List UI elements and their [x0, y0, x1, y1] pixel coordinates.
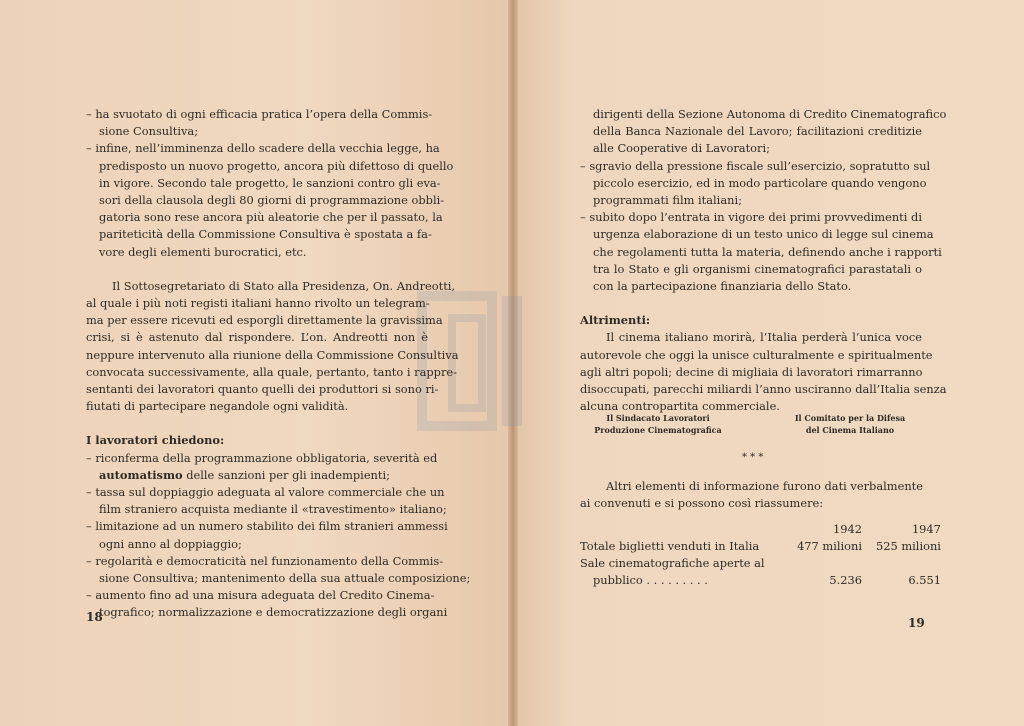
text-line: piccolo esercizio, ed in modo particolare quando vengono — [593, 175, 927, 190]
text-line: convocata successivamente, alla quale, pertanto, tanto i rappre- — [86, 364, 457, 379]
text-line: – limitazione ad un numero stabilito dei film stranieri ammessi — [86, 519, 448, 534]
text-line: in vigore. Secondo tale progetto, le sanzioni contro gli eva- — [99, 175, 441, 190]
emphasis: automatismo — [99, 467, 183, 482]
text-line: al quale i più noti registi italiani hanno rivolto un telegram- — [86, 296, 430, 311]
text-line: automatismo delle sanzioni per gli inadempienti; — [99, 467, 390, 482]
text-line: pariteticità della Commissione Consultiva è spostata a fa- — [99, 227, 432, 242]
text-line: crisi, si è astenuto dal rispondere. L’on. Andreotti non è — [86, 330, 428, 345]
text-line: – ha svuotato di ogni efficacia pratica l’opera della Commis- — [86, 107, 433, 121]
section-heading: I lavoratori chiedono: — [86, 433, 225, 448]
page-number-left: 18 — [86, 610, 103, 624]
table-header-cell: 1942 — [833, 521, 862, 536]
table-cell — [790, 554, 876, 571]
page-number-right: 19 — [908, 616, 925, 630]
text-line: sione Consultiva; mantenimento della sua attuale composizione; — [99, 571, 471, 586]
text-line: tra lo Stato e gli organismi cinematografici parastatali o — [593, 261, 922, 276]
text-line: Altri elementi di informazione furono dati verbalmente — [606, 479, 923, 493]
text-line: che regolamenti tutta la materia, definendo anche i rapporti — [593, 244, 942, 259]
signature-line: Produzione Cinematografica — [594, 425, 722, 435]
text-line: – sgravio della pressione fiscale sull’esercizio, sopratutto sul — [580, 158, 931, 173]
text-line: – regolarità e democraticità nel funzionamento della Commis- — [86, 553, 444, 568]
section-separator: * * * — [742, 452, 764, 463]
text-line: ma per essere ricevuti ed esporgli direttamente la gravissima — [86, 313, 443, 328]
paragraph-gap — [86, 261, 428, 278]
text-line: fiutati di partecipare negandole ogni validità. — [86, 399, 349, 414]
right-page-text — [580, 106, 947, 415]
text-line: con la partecipazione finanziaria dello Stato. — [593, 279, 852, 294]
section-heading: Altrimenti: — [580, 313, 651, 328]
text-line: della Banca Nazionale del Lavoro; facilitazioni creditizie — [593, 124, 922, 139]
stats-table — [580, 520, 941, 589]
text-line: film straniero acquista mediante il «travestimento» italiano; — [99, 502, 447, 517]
table-header-row — [580, 520, 941, 537]
table-cell: Sale cinematografiche aperte al — [580, 555, 765, 570]
text-line: urgenza elaborazione di un testo unico di legge sul cinema — [593, 227, 934, 242]
signature-line: Il Comitato per la Difesa — [794, 413, 906, 423]
signature-line: del Cinema Italiano — [805, 425, 895, 435]
paragraph-gap — [580, 295, 922, 312]
table-row — [580, 572, 941, 589]
text-line: agli altri popoli; decine di migliaia di lavoratori rimarranno — [580, 364, 923, 379]
book-gutter — [508, 0, 518, 726]
text-line: sentanti dei lavoratori quanto quelli dei produttori si sono ri- — [86, 382, 439, 397]
text-line: Il Sottosegretariato di Stato alla Presidenza, On. Andreotti, — [112, 278, 456, 293]
paragraph-gap — [86, 415, 428, 432]
text-line: ogni anno al doppiaggio; — [99, 536, 242, 551]
text-line: predisposto un nuovo progetto, ancora più difettoso di quello — [99, 158, 454, 173]
table-header-cell: 1947 — [911, 521, 941, 536]
left-page-text — [86, 106, 471, 622]
table-cell: pubblico . . . . . . . . . — [593, 573, 708, 588]
table-row — [580, 554, 941, 571]
table-cell: Totale biglietti venduti in Italia — [580, 538, 760, 553]
table-row — [580, 537, 941, 554]
text-line: ai convenuti e si possono così riassumere: — [580, 496, 824, 511]
text-line: vore degli elementi burocratici, etc. — [99, 244, 307, 259]
text-line: programmati film italiani; — [593, 193, 742, 208]
text-line: gatoria sono rese ancora più aleatorie che per il passato, la — [99, 210, 443, 225]
text-line: Il cinema italiano morirà, l’Italia perderà l’unica voce — [606, 330, 922, 345]
text-line: disoccupati, parecchi miliardi l’anno usciranno dall’Italia senza — [580, 382, 947, 397]
text-line: alcuna contropartita commerciale. — [580, 399, 780, 414]
text-line: neppure intervenuto alla riunione della Commissione Consultiva — [86, 347, 459, 362]
text-line: – aumento fino ad una misura adeguata del Credito Cinema- — [86, 588, 435, 603]
signature-comitato — [770, 412, 930, 436]
table-cell: 477 milioni — [797, 538, 862, 553]
table-cell — [876, 554, 941, 571]
text-line: – tassa sul doppiaggio adeguata al valore commerciale che un — [86, 485, 445, 500]
text-line: alle Cooperative di Lavoratori; — [593, 141, 770, 156]
text-line: – subito dopo l’entrata in vigore dei primi provvedimenti di — [580, 210, 922, 225]
table-cell: 525 milioni — [876, 538, 941, 553]
signature-line: Il Sindacato Lavoratori — [606, 413, 710, 423]
table-cell: 5.236 — [829, 573, 862, 588]
text-line: – infine, nell’imminenza dello scadere della vecchia legge, ha — [86, 141, 440, 156]
table-cell: 6.551 — [908, 573, 941, 588]
text-line: tografico; normalizzazione e democratizzazione degli organi — [99, 605, 448, 620]
signature-sindacato — [578, 412, 738, 436]
text-line: dirigenti della Sezione Autonoma di Credito Cinematografico — [593, 107, 947, 121]
closing-paragraph — [580, 478, 922, 512]
text-line: sori della clausola degli 80 giorni di programmazione obbli- — [99, 193, 445, 208]
table-header-cell — [580, 520, 790, 537]
text-line: – riconferma della programmazione obbligatoria, severità ed — [86, 450, 438, 465]
text-line: autorevole che oggi la unisce culturalmente e spiritualmente — [580, 347, 933, 362]
text-line: sione Consultiva; — [99, 124, 199, 139]
